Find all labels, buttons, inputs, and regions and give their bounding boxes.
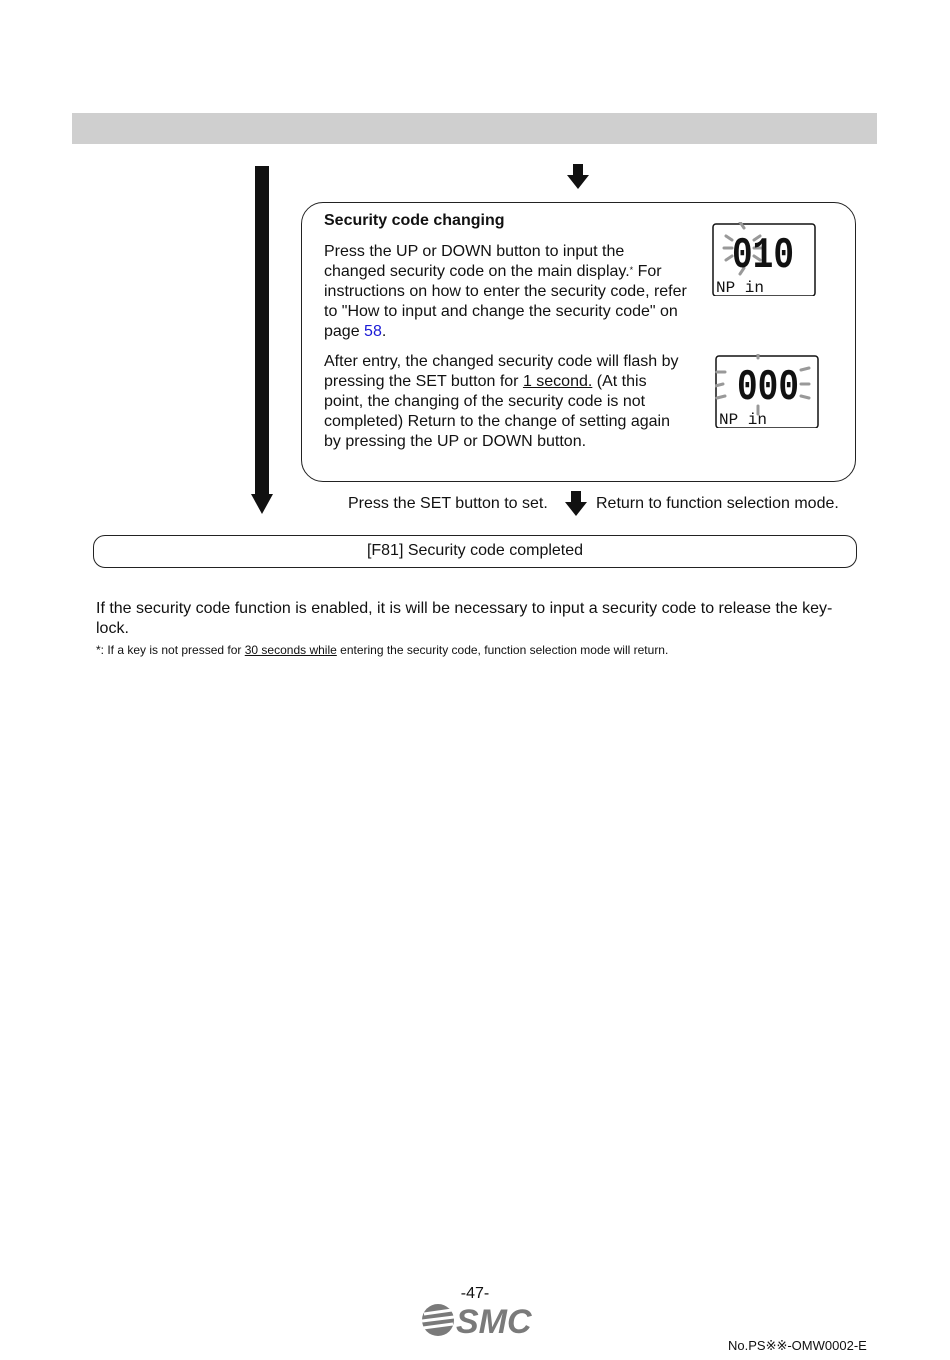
long-arrow-down-icon <box>251 494 273 514</box>
step-paragraph-2 <box>324 352 689 452</box>
para1-text: Press the UP or DOWN button to input the changed security code on the main display. <box>324 243 630 280</box>
smc-logo <box>420 1302 532 1338</box>
footnote-mark: * <box>629 265 634 275</box>
arrow-down-icon <box>565 491 587 517</box>
para1-text-b: For instructions on how to enter the security code, refer to "How to input and change the security code" on page <box>324 263 687 340</box>
para2-text: After entry, the changed security code will flash by pressing the SET button for <box>324 353 679 390</box>
lcd-1-main: 010 <box>732 231 794 281</box>
note-text: If the security code function is enabled, it is will be necessary to input a security code to release the key-lock. <box>96 600 833 637</box>
set-instruction: Press the SET button to set. <box>348 495 548 512</box>
smc-logo-text: SMC <box>456 1303 532 1338</box>
footnote-text: : If a key is not pressed for <box>100 643 245 657</box>
lcd-display-2 <box>715 354 819 428</box>
completed-box: [F81] Security code completed <box>93 535 857 568</box>
footnote <box>96 643 668 657</box>
header-band <box>72 113 877 144</box>
para2-text-b: (At this point, the changing of the security code is not completed) Return to the change of setting again by pressing the UP or DOWN button. <box>324 373 670 450</box>
long-arrow-shaft <box>255 166 269 496</box>
arrow-down-icon <box>567 164 589 190</box>
lcd-1-sub: NP in <box>716 279 765 296</box>
step-title: Security code changing <box>324 212 505 229</box>
return-instruction: Return to function selection mode. <box>596 495 839 512</box>
lcd-2-sub: NP in <box>719 411 768 428</box>
para1-end: . <box>381 323 387 340</box>
page-number: -47- <box>460 1285 490 1302</box>
footnote-text-b: entering the security code, function selection mode will return. <box>336 643 669 657</box>
step-paragraph-1 <box>324 242 689 342</box>
page-link[interactable]: 58 <box>364 323 382 340</box>
footnote-mark: * <box>96 643 101 657</box>
para2-underline: 1 second. <box>522 373 593 390</box>
lcd-display-1 <box>712 222 816 296</box>
document-number: No.PS※※-OMW0002-E <box>728 1338 867 1353</box>
lcd-2-main: 000 <box>737 363 799 413</box>
footnote-underline: 30 seconds while <box>244 643 337 657</box>
